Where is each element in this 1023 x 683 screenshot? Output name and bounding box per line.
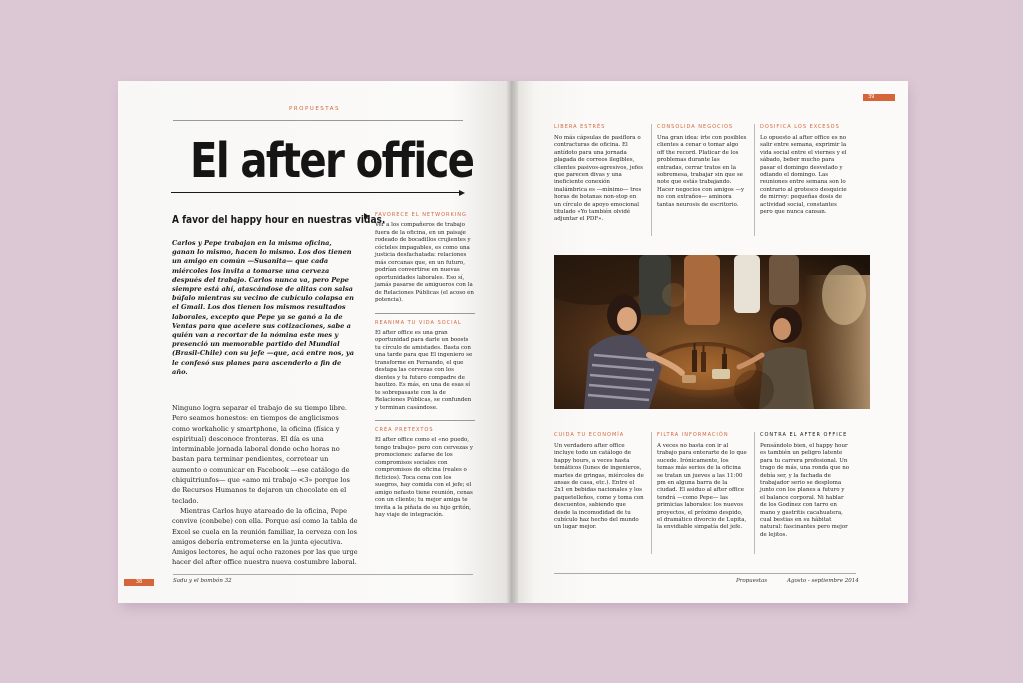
column-text: Pensándolo bien, el happy hour es también un peligro latente para tu carrera profesional. Un trago de más, una ronda que no debía ser, y la fachada de trabajador serio se desploma junto con los planes a futuro y el balance corporal. Ni hablar de los Godínez con tarro en mano y gastritis cacahuatera, cual bestias en su hábitat natural: fascinantes pero mejor de lejitos. <box>760 443 850 538</box>
column-divider <box>651 432 652 554</box>
divider <box>375 420 475 421</box>
page-number: 38 <box>124 579 154 586</box>
column-label: CONSOLIDA NEGOCIOS <box>657 124 734 130</box>
column-divider <box>754 432 755 554</box>
article-subtitle: A favor del happy hour en nuestras vidas. <box>172 213 386 226</box>
sidebar-section <box>375 427 475 520</box>
column-text: A veces no basta con ir al trabajo para enterarte de lo que sucede. Irónicamente, los temas más serios de la oficina se tratan un jueves a las 11:00 pm en alguna barra de la ciudad. El asiduo al after office tendrá —como Pepe— las primicias laborales: los nuevos proyectos, el próximo despido, el dramático divorcio de Lupita, la envidiable simpatía del jefe. <box>657 443 747 531</box>
title-underline <box>171 192 461 193</box>
bottom-rule <box>173 574 473 575</box>
column-text: Lo opuesto al after office es no salir entre semana, exprimir la vida social entre el viernes y el sábado, beber mucho para pasar el domingo desvelado y odiando el domingo. Las reuniones entre semana son lo contrario al grotesco desquicie de mirrey: pequeñas dosis de actividad social, constantes pero que nunca cansan. <box>760 135 847 216</box>
body-text <box>172 403 358 568</box>
column-text: Un verdadero after office incluye todo un catálogo de happy hours, a veces hasta temáticos (lunes de ingenieros, martes de gringas, miércoles de ansas de casa, etc.). Entre el 2x1 en bebidas nacionales y los paquetelleños, come y toma con descuentos, sabiendo que desde la incomodidad de tu cubículo haz hecho del mundo un lugar mejor. <box>554 443 644 531</box>
intro-paragraph: Carlos y Pepe trabajan en la misma oficina, ganan lo mismo, hacen lo mismo. Los dos tienen un amigo en común —Susanita— que cada miércoles los invita a tomarse una cerveza después del trabajo. Carlos nunca va, pero Pepe siempre está ahí, atascándose de alitas con salsa búfalo mientras su vecino de cubículo colapsa en el Gmail. Los dos tienen los mismos resultados laborales, excepto que Pepe ya se ganó a la de Ventas para que acelere sus cotizaciones, sabe a quién van a recortar de la nómina este mes y presenció un memorable partido del Mundial (Brasil-Chile) con su jefe —que, acá entre nos, ya le confesó sus planes para ascenderlo a fin de año. <box>172 239 355 376</box>
sidebar-column <box>375 212 475 528</box>
spine-gutter <box>506 81 518 603</box>
right-page <box>511 81 908 603</box>
sidebar-text: El after office es una gran oportunidad para darle un boosts tu círculo de amistades. Basta con una tarde para que El ingeniero se transforme en Fernando, el que destapa las cervezas con los dientes y tu futuro compadre de bautizo. Es más, en una de esas sí te sobrepasaste con la de Relaciones Públicas, se confunden y terminan casándose. <box>375 329 473 411</box>
arrow-icon <box>364 213 369 219</box>
column-divider <box>651 124 652 236</box>
column-filtra-informacion <box>657 432 747 532</box>
column-divider <box>754 124 755 236</box>
title-arrow-icon <box>459 190 465 196</box>
sidebar-text: El after office como el «no puedo, tengo trabajo» pero con cervezas y promociones: zafarse de los compromisos sociales con compromisos de oficina (reales o ficticios). Toca cena con los suegros, hay comida con el jefe; el amigo nefasto tiene reunión, cenas con un cliente; tu mejor amiga te invita a la piñata de su hijo gritón, hay viaje de integración. <box>375 437 473 518</box>
column-label: CUIDA TU ECONOMÍA <box>554 432 625 438</box>
body-paragraph: Ninguno logra separar el trabajo de su tiempo libre. Pero seamos honestos: en tiempos de anglicismos como workaholic y smartphone, la oficina (física y espiritual) desconoce fronteras. El día es una interminable jornada laboral donde ocho horas no bastan para terminar pendientes, corretear un aumento o comunicar en Facebook —ese catálogo de chiquitriunfos— que «amo mi trabajo <3» porque los de Recursos Humanos te dejaron un chocolate en el teclado. <box>172 404 350 505</box>
top-rule <box>173 120 463 121</box>
column-contra-after-office <box>760 432 850 539</box>
column-libera-estres <box>554 124 644 224</box>
bar-scene-photo <box>554 255 870 409</box>
sidebar-label: FAVORECE EL NETWORKING <box>375 212 467 218</box>
column-label: CONTRA EL AFTER OFFICE <box>760 432 848 438</box>
photo-illustration <box>554 255 870 409</box>
column-consolida-negocios <box>657 124 747 209</box>
column-text: Una gran idea: irte con posibles clientes a cenar o tomar algo off the record. Platicar de los problemas durante las entradas, cerrar tratos en la sobremesa, trabajar sin que se note que estás trabajando. Hacer negocios con amigos —y no con extraños— aminora tantas neurosis de escritorio. <box>657 135 747 208</box>
page-number: 39 <box>863 94 895 101</box>
sidebar-label: CREA PRETEXTOS <box>375 427 434 433</box>
sidebar-text: Ver a los compañeros de trabajo fuera de la oficina, en un paisaje rodeado de bocadillos crujientes y cócteles impagables, es como una justicia desfachatada: relaciones más cercanas que, en un futuro, podrían convertirse en nuevas oportunidades laborales. Eso sí, jamás pasarse de amigueros con la de Relaciones Públicas (el acoso en potencia). <box>375 222 474 303</box>
divider <box>375 313 475 314</box>
article-title: El after office <box>190 133 474 189</box>
column-text: No más cápsulas de pasiflora o contracturas de oficina. El antídoto para una jornada plagada de correos ilegibles, clientes pasivos-agresivos, jefes que parecen divas y una ineficiente conexión inalámbrica es —mínimo— tres horas de botanas non-stop en un círculo de apoyo emocional titulado «Yo también olvidé adjuntar el PDF». <box>554 135 643 223</box>
sidebar-label: REANIMA TU VIDA SOCIAL <box>375 319 462 326</box>
bottom-rule <box>554 573 856 574</box>
sidebar-section <box>375 320 475 413</box>
body-paragraph: Mientras Carlos huye atareado de la oficina, Pepe convive (conbebe) con ella. Porque así como la tabla de Excel se cuela en la reunión familiar, la cerveza con los amigos debería entrometerse en la junta ejecutiva. Amigos lectores, he aquí ocho razones por las que urge hacer del after office nuestra nueva costumbre laboral. <box>172 506 358 567</box>
footer-date: Agosto - septiembre 2014 <box>787 578 859 584</box>
column-label: FILTRA INFORMACIÓN <box>657 432 729 438</box>
left-page <box>118 81 511 603</box>
magazine-spread <box>118 81 908 603</box>
sidebar-section <box>375 212 475 305</box>
column-label: DOSIFICA LOS EXCESOS <box>760 124 840 130</box>
footer-section: Propuestas <box>736 578 768 584</box>
column-dosifica-excesos <box>760 124 850 216</box>
footer-text: Sadu y el bombón 32 <box>173 578 232 584</box>
column-cuida-economia <box>554 432 644 532</box>
section-kicker: PROPUESTAS <box>289 106 340 112</box>
column-label: LIBERA ESTRÉS <box>554 124 606 130</box>
